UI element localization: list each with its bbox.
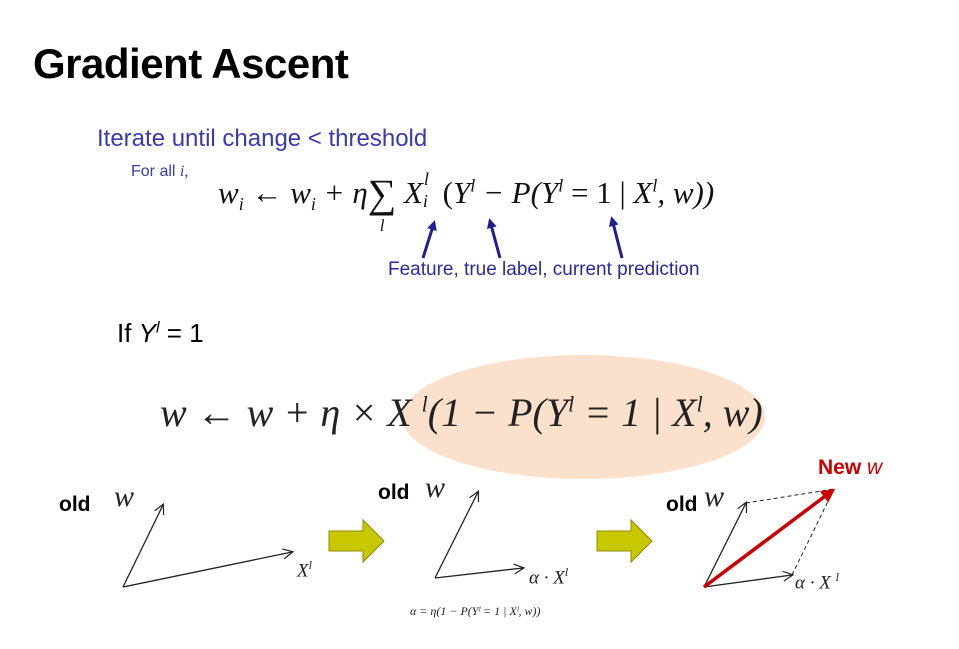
panel2-alpha-x-var: α · X: [529, 567, 565, 589]
eq2-head: w ← w + η × X: [160, 390, 422, 435]
if-var: Y: [138, 318, 157, 348]
eq2-mid: (1 − P(Y: [427, 390, 569, 435]
eq1-X-sub: i: [422, 191, 428, 211]
panel3-w-label: w: [704, 480, 725, 513]
eq1-given: = 1 |: [563, 175, 634, 210]
for-all-prefix: For all: [131, 163, 180, 180]
sum-symbol: ∑: [367, 171, 397, 216]
eq1-lhs: w: [218, 175, 239, 210]
panel1-w-label: w: [114, 480, 135, 513]
panel2-w-vector: [435, 492, 478, 578]
iterate-condition: Iterate until change < threshold: [97, 125, 428, 152]
eq1-minus-P: − P(: [475, 175, 541, 210]
sum-index: l: [379, 216, 385, 235]
panel2-w-label: w: [425, 471, 446, 504]
if-prefix: If: [117, 318, 139, 348]
panel1-w-vector: [123, 505, 163, 587]
panel1-x-sup: l: [308, 558, 312, 572]
slide-title: Gradient Ascent: [33, 40, 349, 87]
panel3-w-vector: [704, 503, 746, 587]
panel1-x-var: X: [297, 560, 309, 582]
eq2-mid-sup: l: [568, 391, 575, 417]
eq1-Y-sup: l: [470, 175, 476, 196]
arrow-annotation: Feature, true label, current prediction: [388, 259, 700, 280]
eq1-lhs-sub: i: [238, 194, 244, 215]
panel3-alpha-x-sup: l: [835, 570, 839, 584]
eq2-eq-sup: l: [696, 391, 703, 417]
new-w-var: w: [867, 456, 883, 479]
eq2-tail: , w): [702, 390, 763, 435]
transition-arrow-1: [329, 520, 384, 562]
eq1-Y: Y: [453, 175, 471, 210]
transition-arrow-2: [597, 520, 652, 562]
panel1-x-vector: [123, 552, 292, 587]
eq2-head-sup: l: [421, 391, 428, 417]
panel1-old-label: old: [59, 493, 91, 516]
panel3-old-label: old: [666, 493, 698, 516]
eq2-eq: = 1 | X: [574, 390, 697, 435]
eq1-X: X: [403, 175, 423, 210]
panel2-alpha-x-sup: l: [564, 565, 569, 579]
panel3-alpha-x-var: α · X: [795, 572, 836, 594]
for-all-var: i,: [179, 163, 189, 180]
new-label-text: New: [818, 456, 862, 479]
eq1-X2-sup: l: [652, 175, 658, 196]
eq1-plus-eta: + η: [315, 175, 368, 210]
panel2-alpha-x-vector: [435, 568, 523, 578]
prediction-arrow: [612, 219, 622, 258]
true-label-arrow: [490, 221, 500, 258]
eq1-tail: , w)): [657, 175, 715, 210]
eq1-open: (: [434, 175, 453, 210]
eq1-Y2: Y: [540, 175, 559, 210]
eq1-X-sup: l: [423, 169, 429, 189]
panel3-new-w-vector: [704, 491, 832, 587]
panel3-dashed-right: [792, 489, 834, 575]
feature-arrow: [423, 223, 434, 258]
alpha-definition-text: α = η(1 − P(Yˡ = 1 | Xˡ, w)): [410, 604, 541, 618]
if-sup: l: [156, 319, 160, 337]
panel2-old-label: old: [378, 481, 410, 504]
eq1-Y2-sup: l: [558, 175, 564, 196]
eq1-rhs-w: w: [290, 175, 311, 210]
if-suffix: = 1: [159, 318, 204, 348]
eq1-X2: X: [633, 175, 653, 210]
eq1-rhs-sub: i: [310, 194, 316, 215]
eq1-arrow: ←: [243, 175, 291, 210]
